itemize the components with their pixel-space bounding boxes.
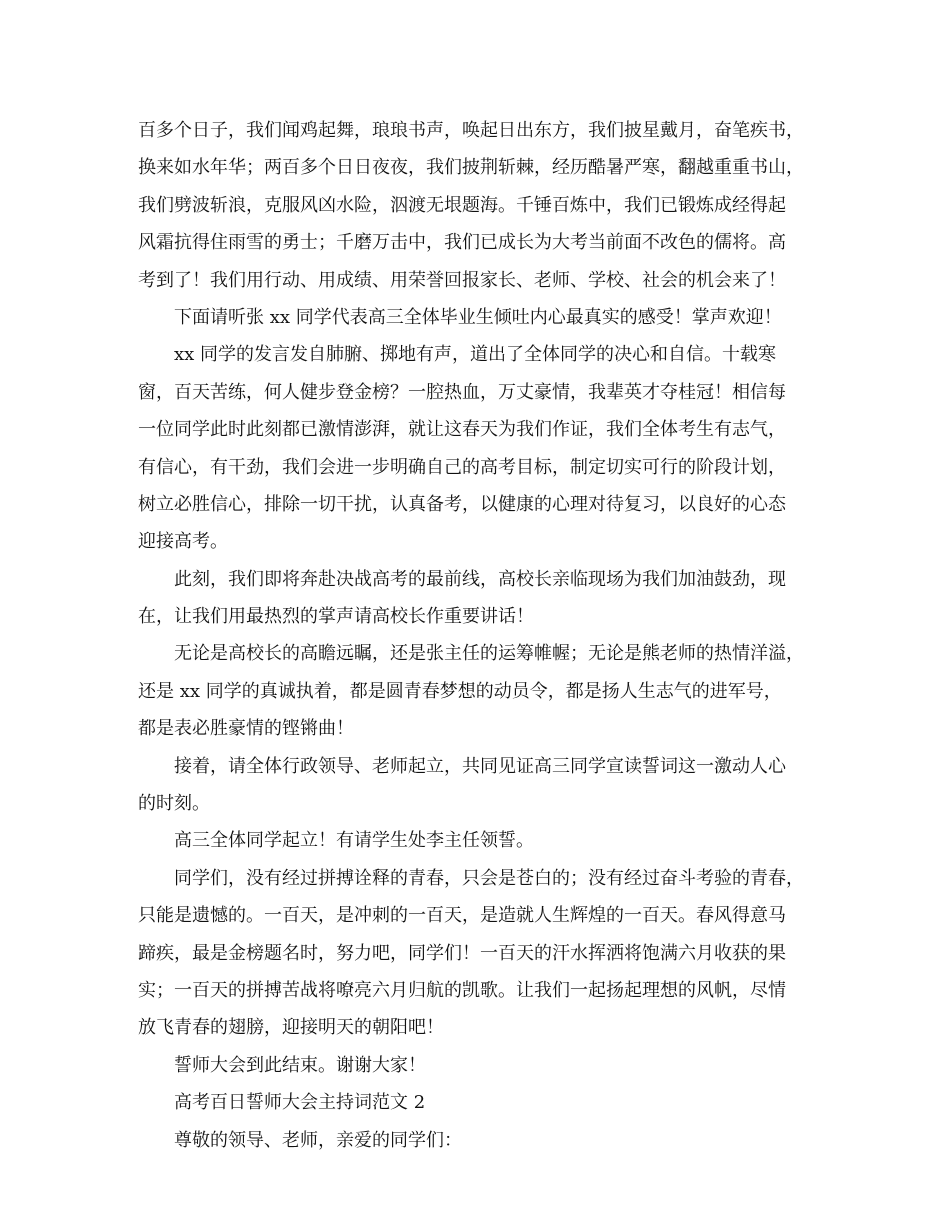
text-line: 考到了！我们用行动、用成绩、用荣誉回报家长、老师、学校、社会的机会来了！ <box>138 269 786 291</box>
text-line: 换来如水年华；两百多个日日夜夜，我们披荆斩棘，经历酷暑严寒，翻越重重书山， <box>138 157 804 179</box>
text-line: 一位同学此时此刻都已激情澎湃，就让这春天为我们作证，我们全体考生有志气， <box>138 419 786 441</box>
text-line: 有信心，有干劲，我们会进一步明确自己的高考目标，制定切实可行的阶段计划， <box>138 456 786 478</box>
text-line: xx 同学的发言发自肺腑、掷地有声，道出了全体同学的决心和自信。十载寒 <box>174 344 777 366</box>
text-line: 只能是遗憾的。一百天，是冲刺的一百天，是造就人生辉煌的一百天。春风得意马 <box>138 905 786 927</box>
text-line: 都是表必胜豪情的铿锵曲！ <box>138 718 354 740</box>
text-line: 实；一百天的拼搏苦战将嘹亮六月归航的凯歌。让我们一起扬起理想的风帆，尽情 <box>138 979 786 1001</box>
text-line: 我们劈波斩浪，克服风凶水险，泅渡无垠题海。千锤百炼中，我们已锻炼成经得起 <box>138 194 786 216</box>
text-line: 的时刻。 <box>138 793 210 815</box>
text-line: 在，让我们用最热烈的掌声请高校长作重要讲话！ <box>138 606 534 628</box>
text-line: 迎接高考。 <box>138 531 228 553</box>
text-line: 尊敬的领导、老师，亲爱的同学们： <box>174 1129 462 1151</box>
document-body <box>138 112 838 1159</box>
text-line: 同学们，没有经过拼搏诠释的青春，只会是苍白的；没有经过奋斗考验的青春， <box>174 867 804 889</box>
text-line: 高三全体同学起立！有请学生处李主任领誓。 <box>174 830 534 852</box>
text-line: 树立必胜信心，排除一切干扰，认真备考，以健康的心理对待复习，以良好的心态 <box>138 493 786 515</box>
text-line: 誓师大会到此结束。谢谢大家！ <box>174 1054 426 1076</box>
text-line: 高考百日誓师大会主持词范文 2 <box>174 1092 426 1114</box>
text-line: 放飞青春的翅膀，迎接明天的朝阳吧！ <box>138 1017 444 1039</box>
text-line: 此刻，我们即将奔赴决战高考的最前线，高校长亲临现场为我们加油鼓劲，现 <box>174 568 786 590</box>
text-line: 百多个日子，我们闻鸡起舞，琅琅书声，唤起日出东方，我们披星戴月，奋笔疾书， <box>138 120 804 141</box>
text-line: 风霜抗得住雨雪的勇士；千磨万击中，我们已成长为大考当前面不改色的儒将。高 <box>138 232 786 254</box>
text-line: 还是 xx 同学的真诚执着，都是圆青春梦想的动员令，都是扬人生志气的进军号， <box>138 680 782 702</box>
text-line: 无论是高校长的高瞻远瞩，还是张主任的运筹帷幄；无论是熊老师的热情洋溢， <box>174 643 804 665</box>
text-line: 下面请听张 xx 同学代表高三全体毕业生倾吐内心最真实的感受！掌声欢迎！ <box>174 306 782 328</box>
text-line: 窗，百天苦练，何人健步登金榜？一腔热血，万丈豪情，我辈英才夺桂冠！相信每 <box>138 381 786 403</box>
text-line: 蹄疾，最是金榜题名时，努力吧，同学们！一百天的汗水挥洒将饱满六月收获的果 <box>138 942 786 964</box>
text-line: 接着，请全体行政领导、老师起立，共同见证高三同学宣读誓词这一激动人心 <box>174 755 786 777</box>
